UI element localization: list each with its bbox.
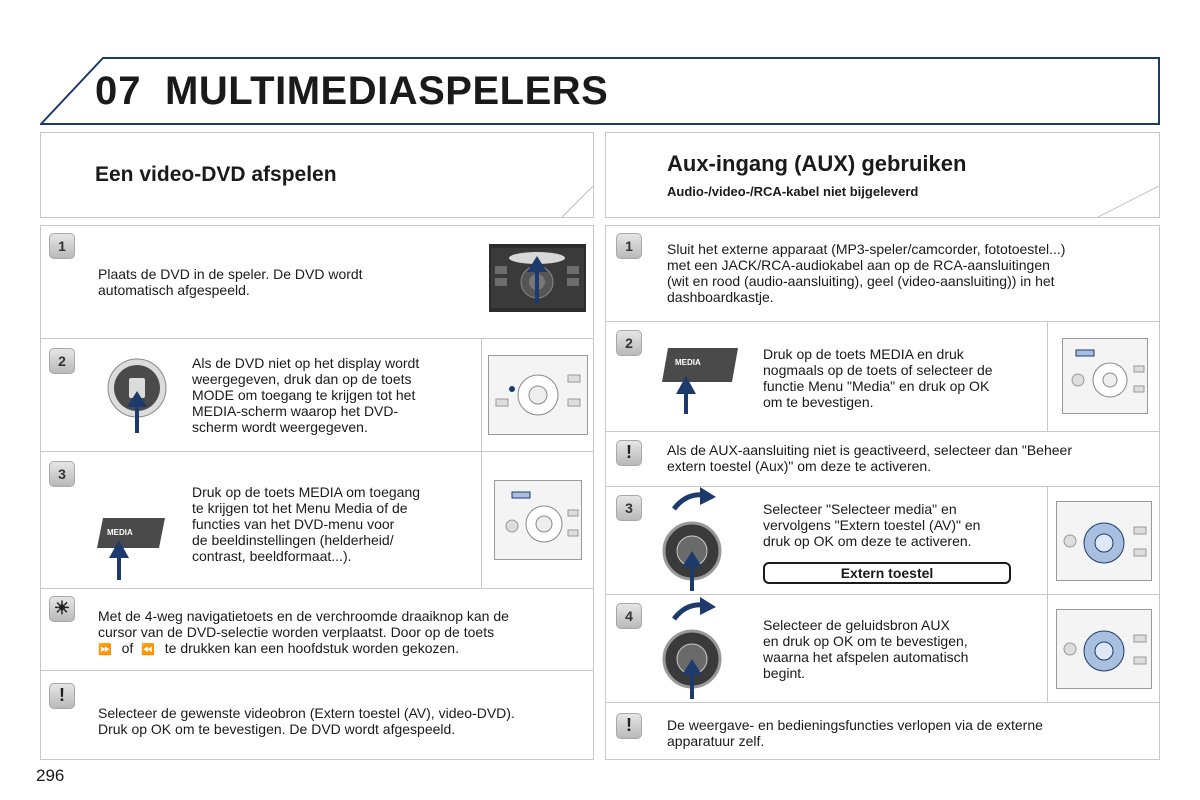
- right-step-3: [606, 487, 1159, 595]
- right-step-2: [606, 322, 1159, 432]
- left-section-header: [40, 132, 594, 218]
- step-text: Selecteer "Selecteer media" en vervolgens "Extern toestel (AV)" en druk op OK om deze te activeren.: [763, 501, 981, 549]
- media-button-icon: [662, 346, 740, 416]
- right-warning-2: [606, 703, 1159, 759]
- step-text: Met de 4-weg navigatietoets en de verchroomde draaiknop kan de cursor van de DVD-selectie worden verplaatst. Door op de toets ⏩ of ⏪ te drukken kan een hoofdstuk worden gekozen.: [98, 608, 509, 656]
- page-fold: [1098, 186, 1160, 218]
- warning-icon: !: [49, 683, 75, 709]
- control-panel-diagram: [494, 480, 582, 560]
- step-badge: 1: [49, 233, 75, 259]
- right-steps-panel: [605, 225, 1160, 760]
- page-number: 296: [36, 766, 65, 785]
- right-section-title: Aux-ingang (AUX) gebruiken: [667, 151, 967, 176]
- mode-button-icon: [106, 357, 170, 437]
- fast-forward-icon: ⏩: [98, 644, 112, 656]
- control-panel-diagram: [1056, 609, 1152, 689]
- dvd-player-photo: [489, 244, 586, 312]
- right-step-4: [606, 595, 1159, 703]
- right-warning-1: [606, 432, 1159, 487]
- page-fold: [562, 186, 594, 218]
- step-text: Druk op de toets MEDIA en druk nogmaals op de toets of selecteer de functie Menu "Media" en druk op OK om te bevestigen.: [763, 346, 993, 410]
- step-text: Selecteer de gewenste videobron (Extern toestel (AV), video-DVD). Druk op OK om te bevestigen. De DVD wordt afgespeeld.: [98, 705, 515, 737]
- left-section-title: Een video-DVD afspelen: [95, 163, 337, 186]
- warning-icon: !: [616, 440, 642, 466]
- chapter-title: MULTIMEDIASPELERS: [165, 69, 609, 113]
- extern-toestel-label: Extern toestel: [763, 562, 1011, 584]
- step-badge: 2: [616, 330, 642, 356]
- right-section-header: [605, 132, 1160, 218]
- left-step-2: [41, 339, 593, 452]
- step-text: Als de DVD niet op het display wordt weergegeven, druk dan op de toets MODE om toegang te krijgen tot het MEDIA-scherm waarop het DVD- scherm wordt weergegeven.: [192, 355, 420, 435]
- step-badge: 1: [616, 233, 642, 259]
- step-text: Als de AUX-aansluiting niet is geactiveerd, selecteer dan "Beheer extern toestel (Aux)" om deze te activeren.: [667, 442, 1072, 474]
- warning-icon: !: [616, 713, 642, 739]
- right-section-subtitle: Audio-/video-/RCA-kabel niet bijgeleverd: [667, 184, 919, 199]
- rewind-icon: ⏪: [141, 644, 155, 656]
- sun-icon: ☀: [49, 596, 75, 622]
- control-panel-diagram: [1056, 501, 1152, 581]
- control-panel-diagram: [488, 355, 588, 435]
- left-step-1: [41, 226, 593, 339]
- chapter-number: 07: [95, 69, 142, 113]
- step-text: Sluit het externe apparaat (MP3-speler/camcorder, fototoestel...) met een JACK/RCA-audiokabel aan op de RCA-aansluitingen (wit en rood (audio-aansluiting), geel (video-aansluiting)) in het dashboardkastje.: [667, 241, 1066, 305]
- step-text: Druk op de toets MEDIA om toegang te krijgen tot het Menu Media of de functies van het DVD-menu voor de beeldinstellingen (helderheid/ contrast, beeldformaat...).: [192, 484, 421, 564]
- left-step-3: [41, 452, 593, 589]
- step-text: Plaats de DVD in de speler. De DVD wordt automatisch afgespeeld.: [98, 266, 363, 298]
- media-button-label: MEDIA: [107, 528, 133, 537]
- step-text: De weergave- en bedieningsfuncties verlopen via de externe apparatuur zelf.: [667, 717, 1043, 749]
- chapter-header: [40, 57, 1160, 125]
- step-text: Selecteer de geluidsbron AUX en druk op OK om te bevestigen, waarna het afspelen automatisch begint.: [763, 617, 969, 681]
- step-badge: 3: [49, 461, 75, 487]
- left-warning: [41, 671, 593, 759]
- rotary-knob-icon: [660, 597, 730, 703]
- media-button-label: MEDIA: [675, 358, 701, 367]
- left-tip: [41, 589, 593, 671]
- rotary-knob-icon: [660, 487, 730, 593]
- control-panel-diagram: [1062, 338, 1148, 414]
- step-badge: 4: [616, 603, 642, 629]
- right-step-1: [606, 226, 1159, 322]
- step-badge: 3: [616, 495, 642, 521]
- media-button-icon: [97, 492, 165, 582]
- left-steps-panel: [40, 225, 594, 760]
- step-badge: 2: [49, 348, 75, 374]
